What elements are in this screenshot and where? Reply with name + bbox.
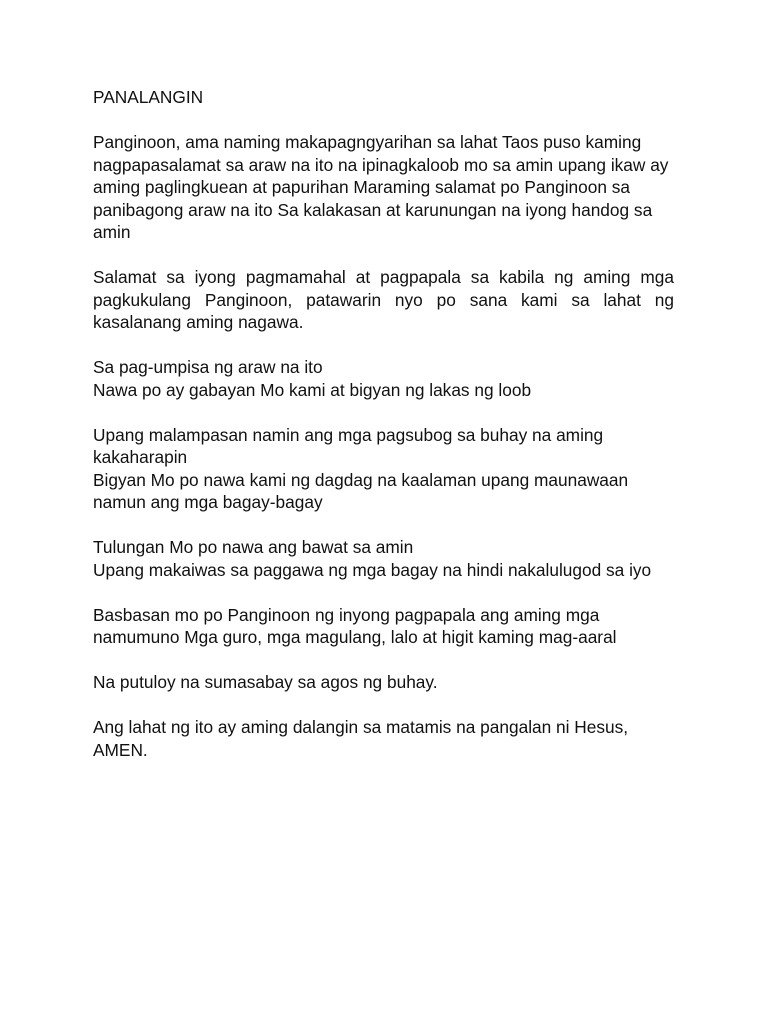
paragraph-line: Sa pag-umpisa ng araw na ito bbox=[93, 357, 323, 377]
paragraph-6 bbox=[93, 604, 674, 649]
document-body bbox=[93, 86, 674, 784]
paragraph-4 bbox=[93, 424, 674, 514]
paragraph-3 bbox=[93, 356, 674, 401]
paragraph-line: Salamat sa iyong pagmamahal at pagpapala sa kabila ng aming mga pagkukulang Panginoon, patawarin nyo po sana kami sa lahat ng kasalanang aming nagawa. bbox=[93, 267, 674, 332]
paragraph-line: Na putuloy na sumasabay sa agos ng buhay. bbox=[93, 672, 438, 692]
paragraph-2 bbox=[93, 266, 674, 334]
paragraph-line: Ang lahat ng ito ay aming dalangin sa matamis na pangalan ni Hesus, AMEN. bbox=[93, 717, 629, 760]
paragraph-line: Nawa po ay gabayan Mo kami at bigyan ng lakas ng loob bbox=[93, 379, 532, 400]
document-title: PANALANGIN bbox=[93, 87, 204, 107]
paragraph-7 bbox=[93, 671, 674, 694]
paragraph-line: Basbasan mo po Panginoon ng inyong pagpapala ang aming mga namumuno Mga guro, mga magulang, lalo at higit kaming mag-aaral bbox=[93, 604, 617, 647]
paragraph-line: Bigyan Mo po nawa kami ng dagdag na kaalaman upang maunawaan namun ang mga bagay-bagay bbox=[93, 469, 629, 512]
paragraph-5 bbox=[93, 536, 674, 581]
paragraph-line: Panginoon, ama naming makapagngyarihan sa lahat Taos puso kaming nagpapasalamat sa araw na ito na ipinagkaloob mo sa amin upang ikaw ay aming paglingkuean at papurihan Maraming salamat po Panginoon sa panibagong araw na ito Sa kalakasan at karunungan na iyong handog sa amin bbox=[93, 132, 669, 242]
paragraph-line: Upang makaiwas sa paggawa ng mga bagay na hindi nakalulugod sa iyo bbox=[93, 559, 652, 580]
paragraph-8 bbox=[93, 716, 674, 761]
paragraph-line: Upang malampasan namin ang mga pagsubog sa buhay na aming kakaharapin bbox=[93, 424, 604, 467]
paragraph-line: Tulungan Mo po nawa ang bawat sa amin bbox=[93, 537, 414, 557]
paragraph-1 bbox=[93, 131, 674, 244]
